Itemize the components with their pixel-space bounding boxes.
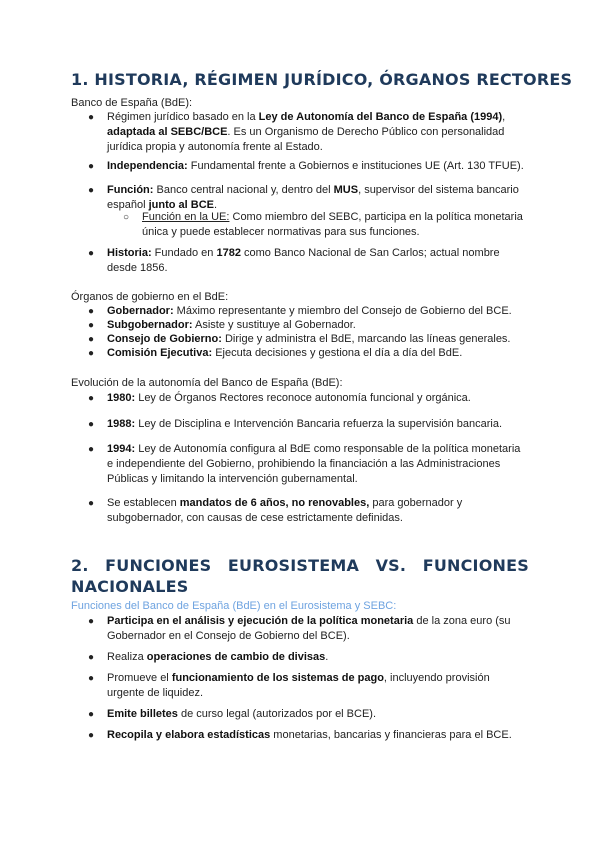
sub-bullet: ○ bbox=[123, 212, 130, 223]
bullet: ● bbox=[88, 616, 95, 627]
organos-intro: Órganos de gobierno en el BdE: bbox=[71, 291, 229, 303]
list-item-organo: ● Consejo de Gobierno: Dirige y administra el BdE, marcando las líneas generales. bbox=[88, 333, 511, 345]
bullet: ● bbox=[88, 709, 95, 720]
list-item-organo: ● Comisión Ejecutiva: Ejecuta decisiones y gestiona el día a día del BdE. bbox=[88, 347, 463, 359]
bullet: ● bbox=[88, 161, 95, 172]
bullet: ● bbox=[88, 498, 95, 509]
list-item-funcion-eurosistema: ● Promueve el funcionamiento de los sistemas de pago, incluyendo provisión urgente de liquidez. bbox=[88, 672, 490, 699]
bullet: ● bbox=[88, 348, 95, 359]
section-2-subtitle: Funciones del Banco de España (BdE) en el Eurosistema y SEBC: bbox=[71, 600, 397, 612]
bullet: ● bbox=[88, 393, 95, 404]
section-1-heading: 1. HISTORIA, RÉGIMEN JURÍDICO, ÓRGANOS RECTORES bbox=[71, 70, 573, 89]
section-2-heading-line2: NACIONALES bbox=[71, 577, 189, 596]
bullet: ● bbox=[88, 112, 95, 123]
sub-item-funcion-ue: ○ Función en la UE: Como miembro del SEBC, participa en la política monetaria única y puede establecer normativas para sus funciones. bbox=[123, 211, 523, 238]
list-item-funcion-eurosistema: ● Recopila y elabora estadísticas monetarias, bancarias y financieras para el BCE. bbox=[88, 729, 512, 741]
list-item-funcion-eurosistema: ● Emite billetes de curso legal (autorizados por el BCE). bbox=[88, 708, 377, 720]
bullet: ● bbox=[88, 673, 95, 684]
bullet: ● bbox=[88, 419, 95, 430]
list-item-evolucion: ● 1988: Ley de Disciplina e Intervención Bancaria refuerza la supervisión bancaria. bbox=[88, 418, 503, 430]
bullet: ● bbox=[88, 652, 95, 663]
list-item-evolucion: ● 1980: Ley de Órganos Rectores reconoce autonomía funcional y orgánica. bbox=[88, 392, 471, 404]
bde-intro: Banco de España (BdE): bbox=[71, 97, 193, 109]
bullet: ● bbox=[88, 444, 95, 455]
list-item-funcion-eurosistema: ● Participa en el análisis y ejecución de la política monetaria de la zona euro (su Gobernador en el Consejo de Gobierno del BCE). bbox=[88, 615, 511, 642]
list-item-mandatos: ● Se establecen mandatos de 6 años, no renovables, para gobernador y subgobernador, con causas de cese estrictamente definidas. bbox=[88, 497, 463, 524]
list-item-historia: ● Historia: Fundado en 1782 como Banco Nacional de San Carlos; actual nombre desde 1856. bbox=[88, 247, 500, 274]
list-item-funcion-eurosistema: ● Realiza operaciones de cambio de divisas. bbox=[88, 651, 329, 663]
list-item-organo: ● Subgobernador: Asiste y sustituye al Gobernador. bbox=[88, 319, 356, 331]
bullet: ● bbox=[88, 306, 95, 317]
bullet: ● bbox=[88, 248, 95, 259]
list-item-organo: ● Gobernador: Máximo representante y miembro del Consejo de Gobierno del BCE. bbox=[88, 305, 512, 317]
bullet: ● bbox=[88, 730, 95, 741]
list-item-funcion: ● Función: Banco central nacional y, dentro del MUS, supervisor del sistema bancario español junto al BCE. bbox=[88, 184, 519, 211]
list-item-independencia: ● Independencia: Fundamental frente a Gobiernos e instituciones UE (Art. 130 TFUE). bbox=[88, 160, 524, 172]
bullet: ● bbox=[88, 320, 95, 331]
evolucion-intro: Evolución de la autonomía del Banco de España (BdE): bbox=[71, 377, 343, 389]
bullet: ● bbox=[88, 334, 95, 345]
section-2-heading: 2. FUNCIONES EUROSISTEMA VS. FUNCIONES bbox=[71, 556, 529, 575]
list-item-regimen: ● Régimen jurídico basado en la Ley de Autonomía del Banco de España (1994), adaptada al SEBC/BCE. Es un Organismo de Derecho Público con personalidad jurídica propia y autonomía frente al Estado. bbox=[88, 111, 506, 153]
bullet: ● bbox=[88, 185, 95, 196]
list-item-evolucion: ● 1994: Ley de Autonomía configura al BdE como responsable de la política monetaria e independiente del Gobierno, prohibiendo la financiación a las Administraciones Públicas y limitando la intervención gubernamental. bbox=[88, 443, 521, 485]
